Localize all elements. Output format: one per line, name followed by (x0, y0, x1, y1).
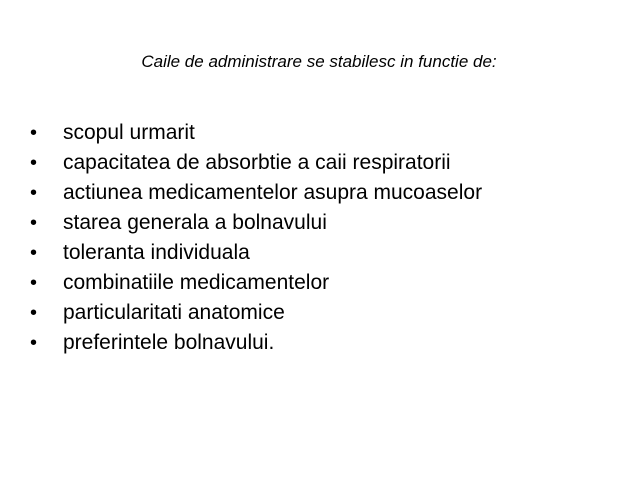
bullet-list (30, 118, 482, 358)
bullet-icon: • (30, 122, 38, 144)
list-item-text: actiunea medicamentelor asupra mucoaselor (63, 181, 483, 204)
list-item-text: scopul urmarit (63, 121, 195, 144)
list-item (30, 118, 482, 148)
list-item-text: preferintele bolnavului. (63, 331, 275, 354)
list-item (30, 208, 482, 238)
bullet-icon: • (30, 182, 38, 204)
list-item (30, 328, 482, 358)
bullet-icon: • (30, 302, 38, 324)
list-item-text: combinatiile medicamentelor (63, 271, 330, 294)
list-item (30, 178, 482, 208)
slide-title: Caile de administrare se stabilesc in functie de: (141, 52, 497, 71)
list-item (30, 148, 482, 178)
bullet-icon: • (30, 242, 38, 264)
list-item-text: capacitatea de absorbtie a caii respiratorii (63, 151, 451, 174)
bullet-icon: • (30, 272, 38, 294)
list-item (30, 238, 482, 268)
list-item-text: toleranta individuala (63, 241, 250, 264)
list-item-text: particularitati anatomice (63, 301, 285, 324)
bullet-icon: • (30, 332, 38, 354)
list-item (30, 298, 482, 328)
list-item (30, 268, 482, 298)
bullet-icon: • (30, 212, 38, 234)
bullet-icon: • (30, 152, 38, 174)
list-item-text: starea generala a bolnavului (63, 211, 327, 234)
